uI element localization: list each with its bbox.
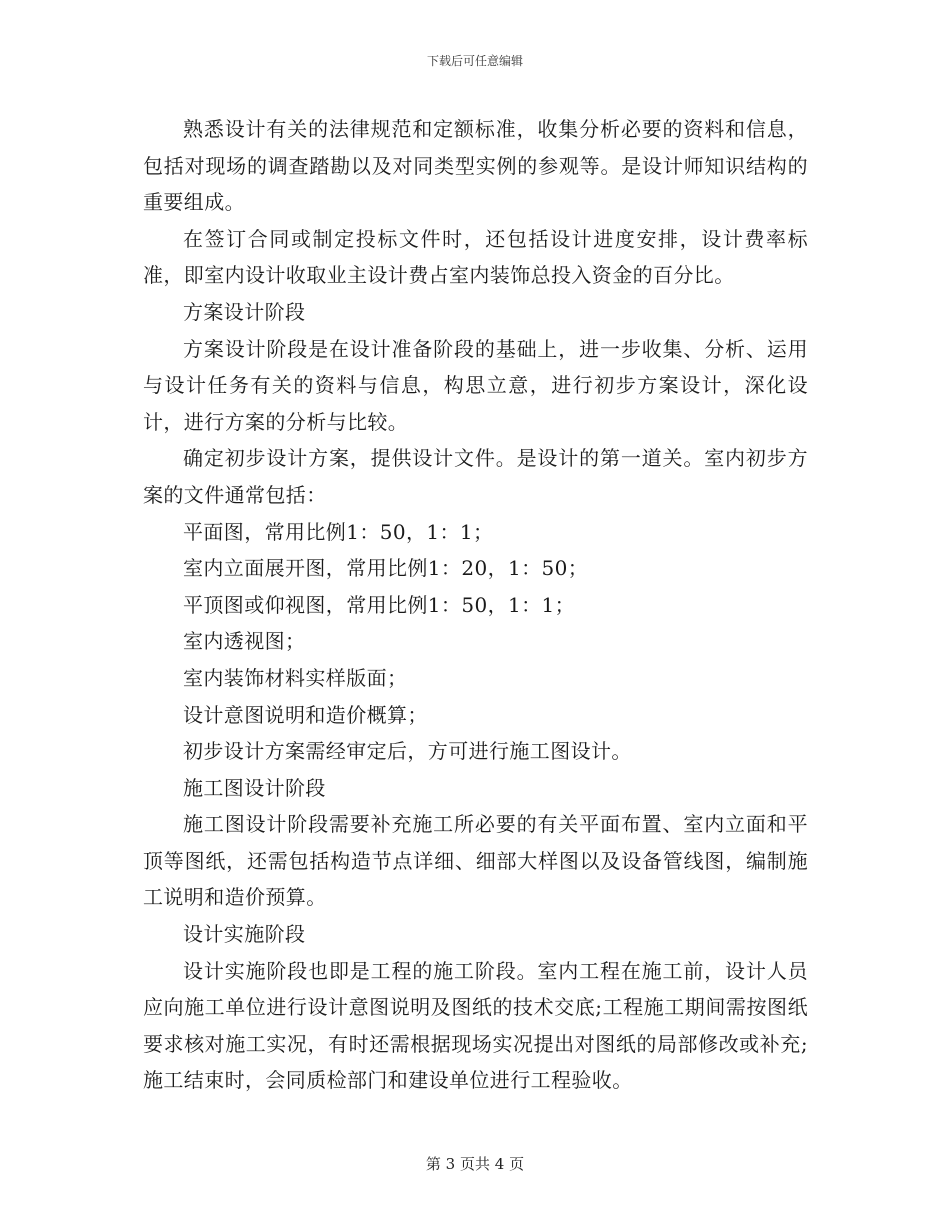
- paragraph-construction-drawings: 施工图设计阶段需要补充施工所必要的有关平面布置、室内立面和平顶等图纸，还需包括构造节点详细、细部大样图以及设备管线图，编制施工说明和造价预算。: [143, 812, 808, 910]
- list-item-ceiling-plan: 平顶图或仰视图，常用比例1：50，1：1；: [183, 592, 576, 617]
- section-heading-construction-drawings: 施工图设计阶段: [183, 775, 326, 800]
- section-heading-scheme-design: 方案设计阶段: [183, 299, 306, 324]
- paragraph-implementation: 设计实施阶段也即是工程的施工阶段。室内工程在施工前，设计人员应向施工单位进行设计意图说明及图纸的技术交底;工程施工期间需按图纸要求核对施工实况，有时还需根据现场实况提出对图纸的局部修改或补充;施工结束时，会同质检部门和建设单位进行工程验收。: [143, 958, 808, 1093]
- paragraph-research: 熟悉设计有关的法律规范和定额标准，收集分析必要的资料和信息，包括对现场的调查踏勘以及对同类型实例的参观等。是设计师知识结构的重要组成。: [143, 117, 808, 215]
- paragraph-contract: 在签订合同或制定投标文件时，还包括设计进度安排，设计费率标准，即室内设计收取业主设计费占室内装饰总投入资金的百分比。: [143, 226, 808, 288]
- document-body: [143, 111, 808, 1099]
- section-heading-implementation: 设计实施阶段: [183, 922, 306, 947]
- list-item-elevation: 室内立面展开图，常用比例1：20，1：50；: [183, 556, 589, 581]
- paragraph-preliminary-plan: 确定初步设计方案，提供设计文件。是设计的第一道关。室内初步方案的文件通常包括：: [143, 446, 808, 507]
- paragraph-approval: 初步设计方案需经审定后，方可进行施工图设计。: [183, 739, 632, 764]
- page-number: 第 3 页共 4 页: [425, 1155, 525, 1173]
- list-item-design-notes: 设计意图说明和造价概算；: [183, 702, 428, 727]
- list-item-floor-plan: 平面图，常用比例1：50，1：1；: [183, 519, 494, 544]
- list-item-material-board: 室内装饰材料实样版面；: [183, 665, 408, 690]
- paragraph-scheme-design: 方案设计阶段是在设计准备阶段的基础上，进一步收集、分析、运用与设计任务有关的资料与信息，构思立意，进行初步方案设计，深化设计，进行方案的分析与比较。: [143, 336, 808, 434]
- list-item-perspective: 室内透视图；: [183, 629, 306, 654]
- page-header-note: 下载后可任意编辑: [426, 54, 523, 68]
